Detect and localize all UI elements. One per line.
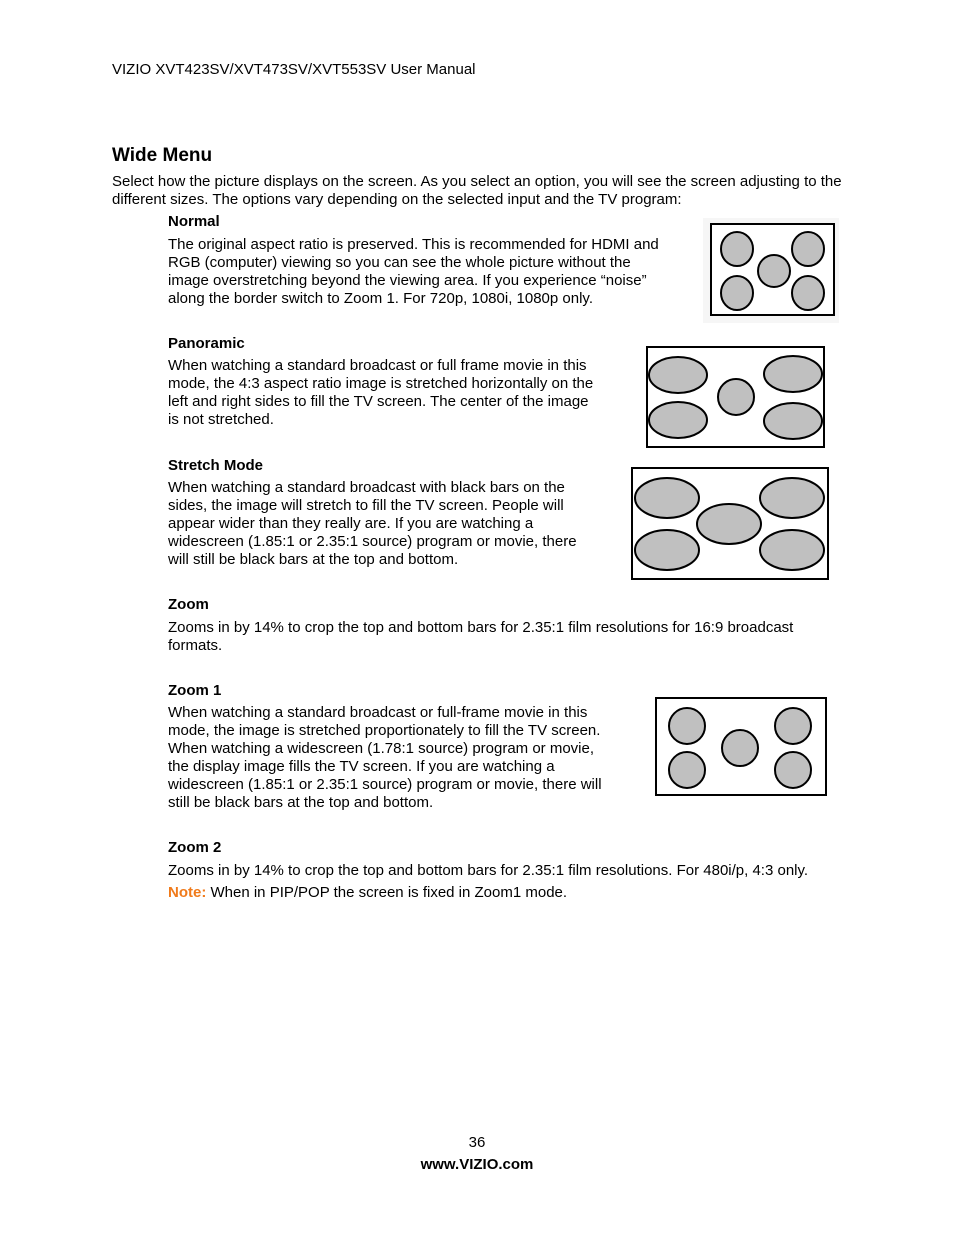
option-title-zoom-2: Zoom 2	[168, 839, 222, 856]
desc-line: still be black bars at the top and bottom.	[168, 794, 434, 811]
desc-line: Zooms in by 14% to crop the top and bottom bars for 2.35:1 film resolutions for 16:9 broadcast	[168, 619, 794, 636]
option-desc-zoom-1	[168, 704, 602, 812]
section-heading-wide-menu: Wide Menu	[112, 145, 213, 166]
desc-line: When watching a widescreen (1.78:1 source) program or movie,	[168, 740, 595, 757]
desc-line: When watching a standard broadcast or full-frame movie in this	[168, 704, 588, 721]
desc-line: along the border switch to Zoom 1. For 720p, 1080i, 1080p only.	[168, 290, 593, 307]
option-title-zoom-1: Zoom 1	[168, 682, 222, 699]
note-paragraph	[168, 884, 567, 902]
note-text: When in PIP/POP the screen is fixed in Zoom1 mode.	[206, 884, 568, 901]
desc-line: image overstretching beyond the viewing area. If you experience “noise”	[168, 272, 647, 289]
desc-line: When watching a standard broadcast with black bars on the	[168, 479, 565, 496]
desc-line: Zooms in by 14% to crop the top and bottom bars for 2.35:1 film resolutions. For 480i/p, 4:3 only.	[168, 862, 809, 879]
panoramic-aspect-diagram	[645, 345, 827, 449]
desc-line: appear wider than they really are. If you are watching a	[168, 515, 534, 532]
stretch-mode-aspect-diagram	[630, 466, 830, 581]
option-desc-normal	[168, 236, 659, 308]
desc-line: formats.	[168, 637, 223, 654]
option-title-panoramic: Panoramic	[168, 335, 245, 352]
option-title-stretch-mode: Stretch Mode	[168, 457, 264, 474]
desc-line: RGB (computer) viewing so you can see the whole picture without the	[168, 254, 631, 271]
option-desc-stretch-mode	[168, 479, 577, 569]
option-desc-zoom	[168, 619, 793, 655]
document-header: VIZIO XVT423SV/XVT473SV/XVT553SV User Manual	[112, 61, 476, 78]
desc-line: mode, the 4:3 aspect ratio image is stretched horizontally on the	[168, 375, 594, 392]
desc-line: The original aspect ratio is preserved. This is recommended for HDMI and	[168, 236, 659, 253]
desc-line: the display image fills the TV screen. If you are watching a	[168, 758, 555, 775]
desc-line: widescreen (1.85:1 or 2.35:1 source) program or movie, there	[168, 533, 577, 550]
page-number: 36	[468, 1134, 486, 1151]
desc-line: mode, the image is stretched proportionately to fill the TV screen.	[168, 722, 601, 739]
desc-line: is not stretched.	[168, 411, 274, 428]
desc-line: When watching a standard broadcast or full frame movie in this	[168, 357, 587, 374]
option-desc-zoom-2	[168, 862, 808, 880]
desc-line: left and right sides to fill the TV screen. The center of the image	[168, 393, 589, 410]
option-title-normal: Normal	[168, 213, 220, 230]
option-title-zoom: Zoom	[168, 596, 209, 613]
intro-paragraph: Select how the picture displays on the screen. As you select an option, you will see the screen adjusting to the different sizes. The options vary depending on the selected input and the TV program:	[112, 173, 842, 208]
footer-website: www.VIZIO.com	[420, 1156, 534, 1173]
desc-line: widescreen (1.85:1 or 2.35:1 source) program or movie, there will	[168, 776, 602, 793]
zoom-1-aspect-diagram	[654, 696, 829, 797]
normal-aspect-diagram	[702, 218, 840, 324]
desc-line: sides, the image will stretch to fill the TV screen. People will	[168, 497, 564, 514]
option-desc-panoramic	[168, 357, 593, 429]
note-label: Note:	[168, 884, 207, 901]
desc-line: will still be black bars at the top and bottom.	[168, 551, 459, 568]
